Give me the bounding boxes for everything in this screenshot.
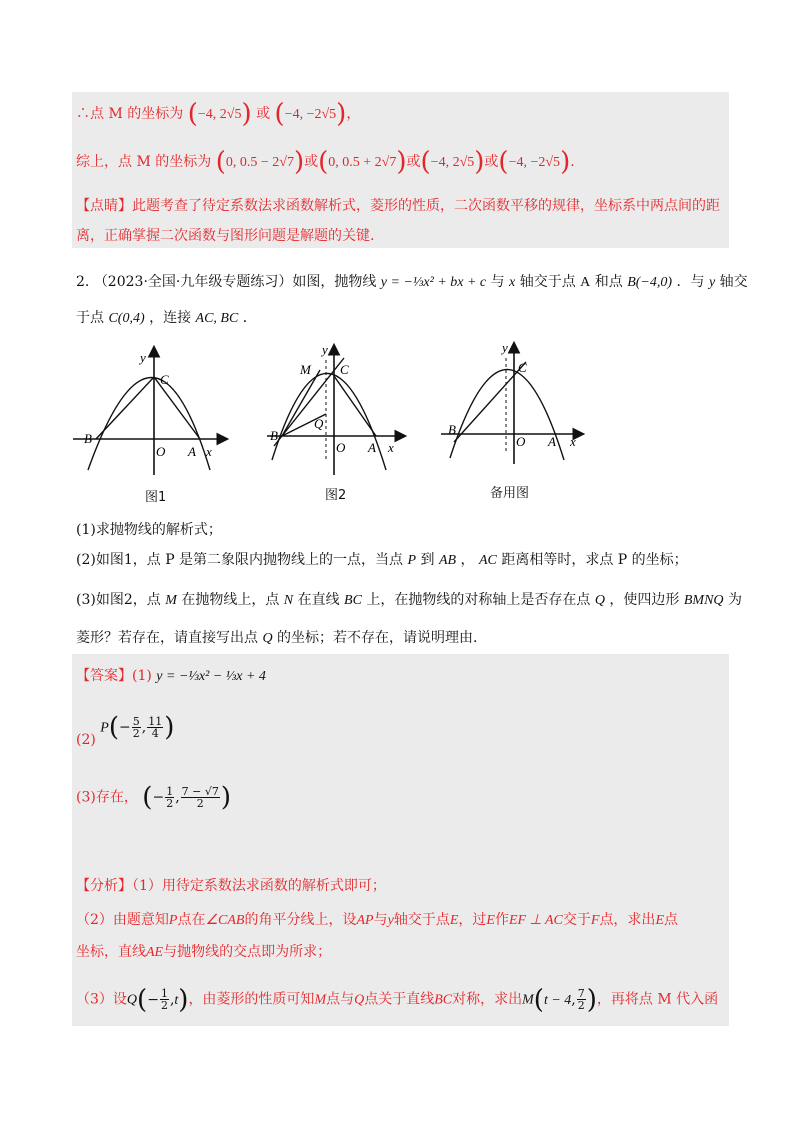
text: 点，求出 [599,912,656,928]
text: 的坐标；若不存在，请说明理由. [277,630,478,646]
symbol-ap: AP [356,913,374,928]
summary-text: 综上，点 M 的坐标为 [76,154,212,170]
text: 轴交于点 [393,912,450,928]
label-a: A [188,444,196,459]
text: 交于 [562,912,591,928]
frac-den: 2 [196,797,204,810]
symbol-bc: BC [434,992,453,1008]
problem-number: 2. [76,274,90,290]
text: 在直线 [297,592,340,608]
label-b: B [270,428,278,443]
text: 坐标，直线 [76,944,146,960]
text: （2）由题意知 [76,912,169,928]
text: 与 [490,274,505,290]
paren: ) [178,984,189,1015]
label-a: A [368,440,376,455]
frac-den: 4 [151,727,159,740]
comment-line-1 [76,196,720,216]
symbol-p: P [168,913,178,928]
text: 的角平分线上，设 [244,912,357,928]
analysis-4 [76,984,719,1015]
symbol-angle: ∠CAB [205,913,245,928]
segment-bc [454,362,526,442]
x-symbol: x [509,275,516,290]
frac-num: 5 [132,715,140,728]
symbol-f: F [590,913,600,928]
y-symbol: y [708,275,716,290]
symbol-q: Q [126,992,138,1008]
paren: ( [274,99,285,129]
point-1: 0, 0.5 − 2√7 [225,155,294,170]
analysis-tag: 【分析】 [76,878,132,894]
frac-num: 7 − √7 [181,785,219,798]
frac-den: 2 [577,999,585,1012]
label-m: M [300,362,311,377]
punct: . [570,154,575,170]
paren: ) [336,99,347,129]
paren: ) [220,782,232,813]
expr: t − 4 [543,992,572,1008]
or-text: 或 [406,154,421,170]
label-x: x [388,440,394,455]
frac-den: 2 [132,727,140,740]
text: ，使四边形 [609,592,680,608]
figure-backup [436,338,586,468]
or-text: 或 [304,154,319,170]
text: 于点 [76,310,104,326]
answer-shaded-block [72,654,729,1026]
paren: ) [474,147,485,177]
answer-1-equation: y = −⅓x² − ⅓x + 4 [156,669,266,684]
text: ．与 [676,274,705,290]
label-c: C [518,360,527,375]
label-q: Q [314,416,324,431]
symbol-q: Q [354,992,365,1008]
question-3-line-2 [76,628,477,649]
text: （3）设 [76,991,127,1008]
answer-2: (2) P(− $\frac{5}{2}$ , $\frac{11}{4}$ ) [76,712,175,748]
segments: AC, BC [195,311,239,326]
text: 与 [373,912,388,928]
answer-3: (3)存在， (− $\frac{1}{2}$ , $\frac{7 - √7}{2}$ ) [76,782,232,813]
symbol-perp: EF ⊥ AC [508,913,563,928]
text: 与抛物线的交点即为所求； [163,944,332,960]
text: (3)如图2，点 [76,592,161,608]
paren: ( [498,147,509,177]
symbol-e: E [655,913,664,928]
conclusion-line-1 [76,99,361,129]
label-y: y [322,342,328,357]
m-coord: (t − 4, $\frac{7}{2}$ ) [533,984,597,1015]
symbol-bmnq: BMNQ [683,593,724,608]
symbol-m: M [314,992,327,1008]
label-o: O [516,434,526,449]
paren: ) [396,147,407,177]
label-y: y [502,340,508,355]
label-b: B [448,422,456,437]
paren: ) [293,147,305,177]
label-o: O [156,444,166,459]
frac [577,988,586,1011]
text: ，连接 [149,310,192,326]
paren: ( [137,984,148,1015]
question-1 [76,520,222,540]
frac-num: 11 [148,715,163,728]
label-b: B [84,431,92,446]
label-a: A [548,434,556,449]
paren: ) [164,712,175,743]
analysis-3 [76,942,331,963]
label-x: x [206,444,212,459]
symbol-q: Q [594,593,605,608]
point-3: −4, 2√5 [430,155,475,170]
frac-num: 7 [577,987,585,1000]
text: 作 [494,912,509,928]
paren: ( [187,99,198,129]
symbol-ae: AE [146,945,164,960]
point-c: C(0,4) [108,311,145,326]
text: 到 [420,552,435,568]
text: 对称，求出 [452,991,523,1008]
text: ，再将点 M 代入函 [596,991,719,1008]
frac-y [181,786,220,809]
fig1-caption: 图1 [145,490,167,505]
text: 点 [664,912,678,928]
label-o: O [336,440,346,455]
problem-source: （2023·全国·九年级专题练习）如图，抛物线 [93,274,377,290]
text: ， [460,552,475,568]
answer-2-label: (2) [76,731,96,748]
symbol-m: M [165,593,177,608]
text: (2)如图1，点 P 是第二象限内抛物线上的一点，当点 [76,552,404,568]
paren: ( [142,782,153,813]
frac-x [132,716,141,739]
text: 轴交 [719,274,748,290]
symbol-ac: AC [479,553,497,568]
segment-bc [96,377,154,439]
symbol-y: y [387,913,394,928]
point-m-1: −4, 2√5 [197,107,242,122]
question-1-text: (1)求抛物线的解析式； [76,522,222,538]
comment-tag: 【点睛】 [76,198,132,214]
frac [160,988,169,1011]
frac-num: 1 [160,987,168,1000]
question-3 [76,590,742,611]
q-coord: (− $\frac{1}{2}$ ,t) [137,984,189,1015]
figure-2 [262,340,412,480]
conclusion-line-2 [76,147,575,177]
frac-num: 1 [166,785,174,798]
symbol-e: E [486,913,495,928]
text: ，过 [458,912,487,928]
label-c: C [340,362,349,377]
segment-ac [334,376,376,436]
paren: ) [586,984,597,1015]
point-p: P [100,720,109,736]
symbol-q: Q [262,631,273,646]
comment-text-1: 此题考查了待定系数法求函数解析式，菱形的性质，二次函数平移的规律，坐标系中两点间的距 [132,198,720,214]
point-m-2: −4, −2√5 [284,107,337,122]
symbol-bc: BC [344,593,362,608]
text: ，由菱形的性质可知 [188,991,315,1008]
point-b: B(−4,0) [627,275,673,290]
parabola [272,373,386,470]
answer-1-label: (1) [132,668,152,684]
text: 为 [727,592,742,608]
paren: ( [533,984,544,1015]
or-text: 或 [484,154,499,170]
text: 和点 [594,274,623,290]
text: 点关于直线 [364,991,435,1008]
text: 距离相等时，求点 P 的坐标； [501,552,688,568]
comment-line-2 [76,226,374,246]
text: 点与 [326,991,355,1008]
paren: ( [318,147,329,177]
symbol-t: t [174,992,179,1008]
point-a: A [580,275,591,290]
frac-x [165,786,174,809]
analysis-2 [76,910,678,931]
label-x: x [570,434,576,449]
fig3-caption: 备用图 [490,486,530,501]
text: 轴交于点 [519,274,576,290]
answer-tag: 【答案】 [76,668,132,684]
problem-line-2 [76,308,257,329]
figure-1 [68,340,238,480]
label-y: y [140,350,146,365]
answer-3-label: (3)存在， [76,789,138,806]
label-c: C [160,372,169,387]
parabola-equation: y = −⅓x² + bx + c [380,275,487,290]
symbol-ab: AB [438,553,457,568]
conclusion-text: ∴点 M 的坐标为 [76,106,184,122]
punct: ， [346,106,361,122]
paren: ) [241,99,252,129]
paren: ( [215,147,226,177]
analysis-1 [76,876,386,896]
symbol-m: M [522,992,534,1008]
paren: ( [420,147,431,177]
analysis-text-1: （1）用待定系数法求函数的解析式即可； [132,878,386,894]
or-text: 或 [256,106,271,122]
paren: ( [108,712,120,743]
symbol-p: P [407,553,417,568]
symbol-n: N [283,593,294,608]
frac-y [147,716,163,739]
symbol-e: E [449,913,459,928]
question-2 [76,550,688,571]
comment-text-2: 离，正确掌握二次函数与图形问题是解题的关键. [76,228,375,244]
frac-den: 2 [160,999,168,1012]
frac-den: 2 [166,797,174,810]
text: 上，在抛物线的对称轴上是否存在点 [366,592,591,608]
text: 在抛物线上，点 [181,592,280,608]
problem-line-1 [76,272,748,293]
punct: ． [242,310,257,326]
text: 菱形？若存在，请直接写出点 [76,630,258,646]
text: 点在 [177,912,206,928]
fig2-caption: 图2 [325,488,347,503]
answer-1 [76,666,266,687]
point-4: −4, −2√5 [508,155,561,170]
point-2: 0, 0.5 + 2√7 [328,155,397,170]
paren: ) [560,147,571,177]
